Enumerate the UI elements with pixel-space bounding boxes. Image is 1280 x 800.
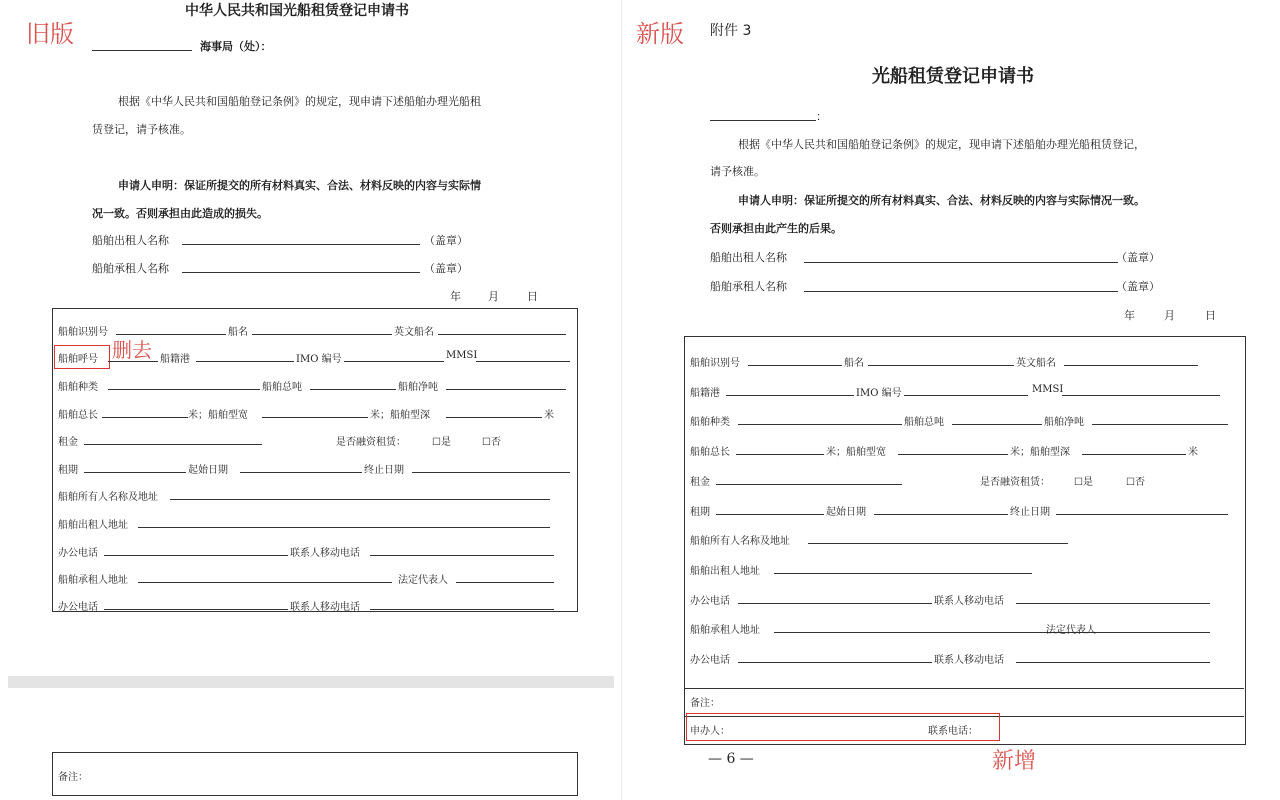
new-lessee-seal: （盖章） (1116, 280, 1160, 293)
new-field-start: 起始日期 (826, 507, 866, 518)
old-field-id: 船舶识别号 (58, 327, 108, 338)
old-remark: 备注： (58, 772, 88, 783)
new-field-port: 船籍港 (690, 388, 720, 399)
new-addressee-blank (710, 120, 816, 121)
new-line-en (1064, 365, 1198, 366)
old-field-start: 起始日期 (188, 465, 228, 476)
new-added-highlight (686, 713, 1000, 741)
old-line-tel1 (104, 555, 288, 556)
old-line-rent (84, 444, 262, 445)
old-line-end (412, 472, 570, 473)
new-field-mobile2: 联系人移动电话 (934, 655, 1004, 666)
old-bureau: 海事局（处）： (200, 40, 272, 53)
new-addressee-colon: ： (816, 110, 827, 123)
old-line-en (438, 334, 566, 335)
old-intro-line2: 赁登记，请予核准。 (92, 123, 191, 136)
old-field-type: 船舶种类 (58, 382, 98, 393)
new-lessee-label: 船舶承租人名称 (710, 280, 787, 293)
old-line-tel2 (104, 609, 288, 610)
old-line-id (116, 334, 226, 335)
old-field-rep: 法定代表人 (398, 575, 448, 586)
new-field-en: 英文船名 (1016, 358, 1056, 369)
old-line-owner (170, 499, 550, 500)
old-field-call: 船舶呼号 (58, 354, 98, 365)
old-declaration-line1: 申请人申明：保证所提交的所有材料真实、合法、材料反映的内容与实际情 (118, 179, 481, 192)
new-checkbox-yes[interactable]: ☐是 (1074, 477, 1093, 488)
old-field-rent: 租金 (58, 437, 78, 448)
old-field-lessor-addr: 船舶出租人地址 (58, 520, 128, 531)
new-date-year: 年 (1124, 309, 1135, 322)
new-field-m2: 米；船舶型深 (1010, 447, 1070, 458)
old-intro-line1: 根据《中华人民共和国船舶登记条例》的规定，现申请下述船舶办理光船租 (118, 95, 481, 108)
new-title: 光船租赁登记申请书 (872, 66, 1034, 87)
new-remark: 备注： (690, 698, 720, 709)
new-line-term (716, 514, 824, 515)
new-field-name: 船名 (844, 358, 864, 369)
new-line-tel1 (738, 603, 932, 604)
new-field-end: 终止日期 (1010, 507, 1050, 518)
new-intro-line2: 请予核准。 (710, 165, 765, 178)
old-version-label: 旧版 (26, 20, 74, 48)
new-line-mobile1 (1016, 603, 1210, 604)
old-line-imo (344, 361, 444, 362)
new-lessor-label: 船舶出租人名称 (710, 251, 787, 264)
new-line-gt (952, 424, 1042, 425)
page-divider (621, 0, 622, 800)
old-field-mobile2: 联系人移动电话 (290, 602, 360, 613)
old-field-fin: 是否融资租赁： (336, 437, 406, 448)
old-line-call (108, 361, 158, 362)
new-applicant: 申办人： (690, 726, 730, 737)
old-field-en: 英文船名 (394, 327, 434, 338)
old-line-term (84, 472, 186, 473)
new-line-imo (904, 395, 1028, 396)
new-line-tel2 (738, 662, 932, 663)
new-declaration-line1: 申请人申明：保证所提交的所有材料真实、合法、材料反映的内容与实际情况一致。 (738, 194, 1145, 207)
old-lessor-seal: （盖章） (424, 234, 468, 247)
new-field-nt: 船舶净吨 (1044, 417, 1084, 428)
old-field-name: 船名 (228, 327, 248, 338)
old-lessee-label: 船舶承租人名称 (92, 262, 169, 275)
old-line-width (262, 417, 368, 418)
new-lessor-seal: （盖章） (1116, 251, 1160, 264)
old-date-year: 年 (450, 290, 461, 303)
page-number: — 6 — (708, 751, 754, 767)
new-field-type: 船舶种类 (690, 417, 730, 428)
old-field-imo: IMO 编号 (296, 354, 342, 365)
old-line-type (108, 389, 260, 390)
new-line-len (736, 454, 824, 455)
new-field-len: 船舶总长 (690, 447, 730, 458)
new-line-lessor-addr (774, 573, 1032, 574)
new-line-mobile2 (1016, 662, 1210, 663)
old-field-tel1: 办公电话 (58, 548, 98, 559)
old-field-tel2: 办公电话 (58, 602, 98, 613)
old-deleted-highlight (54, 345, 110, 369)
new-field-lessee-addr: 船舶承租人地址 (690, 625, 760, 636)
old-checkbox-yes[interactable]: ☐是 (432, 437, 451, 448)
old-line-depth (446, 417, 542, 418)
old-date-month: 月 (488, 290, 499, 303)
old-line-name (252, 334, 392, 335)
new-field-tel1: 办公电话 (690, 596, 730, 607)
new-line-start (874, 514, 1008, 515)
new-line-nt (1092, 424, 1228, 425)
old-page-gap (8, 676, 614, 688)
new-date-month: 月 (1164, 309, 1175, 322)
new-line-rent (716, 484, 902, 485)
old-line-start (240, 472, 362, 473)
new-line-width (898, 454, 1008, 455)
old-field-nt: 船舶净吨 (398, 382, 438, 393)
deleted-label: 删去 (112, 338, 152, 362)
new-field-mobile1: 联系人移动电话 (934, 596, 1004, 607)
old-field-term: 租期 (58, 465, 78, 476)
old-lessor-line (182, 244, 420, 245)
old-line-nt (446, 389, 566, 390)
new-field-owner: 船舶所有人名称及地址 (690, 536, 790, 547)
old-line-mobile1 (370, 555, 554, 556)
old-checkbox-no[interactable]: ☐否 (482, 437, 501, 448)
new-field-tel2: 办公电话 (690, 655, 730, 666)
old-line-lessee-addr (138, 582, 392, 583)
new-line-mmsi (1062, 395, 1220, 396)
old-line-mobile2 (370, 609, 554, 610)
new-attachment: 附件 3 (710, 23, 752, 39)
old-field-m2: 米；船舶型深 (370, 410, 430, 421)
new-field-m3: 米 (1188, 447, 1198, 458)
old-field-m3: 米 (544, 410, 554, 421)
new-line-depth (1082, 454, 1186, 455)
new-remark-divider (684, 688, 1244, 689)
new-field-rep: 法定代表人 (1046, 625, 1096, 636)
old-line-rep (456, 582, 554, 583)
old-field-owner: 船舶所有人名称及地址 (58, 492, 158, 503)
new-line-id (748, 365, 842, 366)
new-field-imo: IMO 编号 (856, 388, 902, 399)
old-line-mmsi (476, 361, 570, 362)
new-field-term: 租期 (690, 507, 710, 518)
new-line-owner (808, 543, 1068, 544)
new-field-lessor-addr: 船舶出租人地址 (690, 566, 760, 577)
old-lessee-seal: （盖章） (424, 262, 468, 275)
new-field-mmsi: MMSI (1032, 384, 1064, 395)
added-label: 新增 (992, 749, 1037, 774)
old-field-end: 终止日期 (364, 465, 404, 476)
new-field-rent: 租金 (690, 477, 710, 488)
new-lessor-line (804, 262, 1118, 263)
old-lessor-label: 船舶出租人名称 (92, 234, 169, 247)
new-lessee-line (804, 291, 1118, 292)
new-line-lessee-addr (774, 632, 1210, 633)
new-field-m1: 米；船舶型宽 (826, 447, 886, 458)
new-field-fin: 是否融资租赁： (980, 477, 1050, 488)
old-title: 中华人民共和国光船租赁登记申请书 (185, 3, 409, 19)
old-lessee-line (182, 272, 420, 273)
new-declaration-line2: 否则承担由此产生的后果。 (710, 222, 842, 235)
new-date-day: 日 (1205, 309, 1216, 322)
old-field-gt: 船舶总吨 (262, 382, 302, 393)
new-version-label: 新版 (636, 20, 684, 48)
old-declaration-line2: 况一致。否则承担由此造成的损失。 (92, 207, 268, 220)
new-contact-phone: 联系电话： (928, 726, 978, 737)
old-field-m1: 米；船舶型宽 (188, 410, 248, 421)
old-field-len: 船舶总长 (58, 410, 98, 421)
new-line-name (868, 365, 1014, 366)
old-line-port (196, 361, 294, 362)
old-field-port: 船籍港 (160, 354, 190, 365)
new-line-port (726, 395, 854, 396)
old-field-lessee-addr: 船舶承租人地址 (58, 575, 128, 586)
old-field-mmsi: MMSI (446, 350, 478, 361)
old-field-mobile1: 联系人移动电话 (290, 548, 360, 559)
new-checkbox-no[interactable]: ☐否 (1126, 477, 1145, 488)
new-intro-line1: 根据《中华人民共和国船舶登记条例》的规定，现申请下述船舶办理光船租赁登记， (738, 138, 1145, 151)
new-line-type (738, 424, 902, 425)
new-line-end (1056, 514, 1228, 515)
new-field-id: 船舶识别号 (690, 358, 740, 369)
old-line-gt (310, 389, 396, 390)
old-line-lessor-addr (138, 527, 550, 528)
new-field-gt: 船舶总吨 (904, 417, 944, 428)
old-remark-box (52, 752, 578, 796)
old-line-len (102, 417, 188, 418)
old-date-day: 日 (527, 290, 538, 303)
old-bureau-blank (92, 50, 192, 51)
